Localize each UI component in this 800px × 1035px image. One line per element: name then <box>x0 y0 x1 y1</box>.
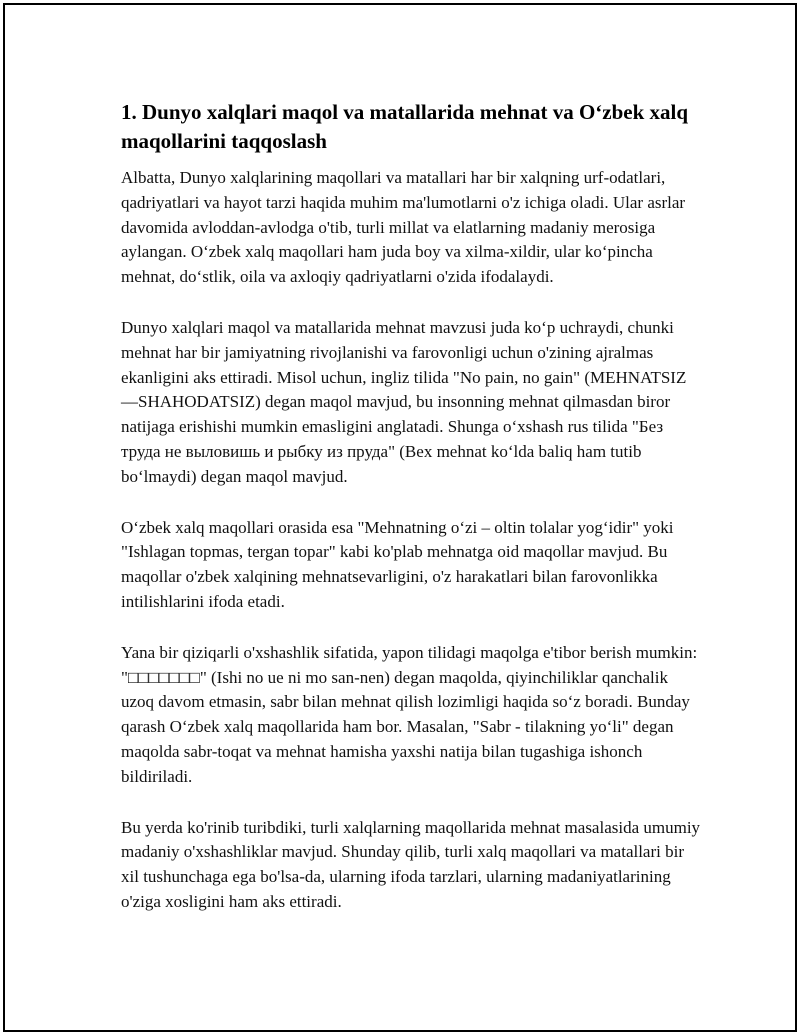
section-title: 1. Dunyo xalqlari maqol va matallarida mehnat va O‘zbek xalq maqollarini taqqoslash <box>121 100 689 153</box>
paragraph-conclusion: Bu yerda ko'rinib turibdiki, turli xalqlarning maqollarida mehnat masalasida umumiy madaniy o'xshashliklar mavjud. Shunday qilib, turli xalq maqollari va matallari bir xil tushunchaga ega bo'lsa-da, ularning ifoda tarzlari, ularning madaniyatlarining o'ziga xosligini ham aks ettiradi. <box>121 817 701 911</box>
paragraph-uzbek-proverbs: O‘zbek xalq maqollari orasida esa "Mehnatning o‘zi – oltin tolalar yog‘idir" yoki "Ishlagan topmas, tergan topar" kabi ko'plab mehnatga oid maqollar mavjud. Bu maqollar o'zbek xalqining mehnatsevarligini, o'z harakatlari bilan farovonlikka intilishlarini ifoda etadi. <box>121 517 674 611</box>
document-body <box>121 98 701 941</box>
paragraph-japanese-proverb: Yana bir qiziqarli o'xshashlik sifatida, yapon tilidagi maqolga e'tibor berish mumkin: "□□□□□□□" (Ishi no ue ni mo san-nen) degan maqolda, qiyinchiliklar qanchalik uzoq davom etmasin, sabr bilan mehnat qilish lozimligi haqida so‘z boradi. Bunday qarash O‘zbek xalq maqollarida ham bor. Masalan, "Sabr - tilakning yo‘li" degan maqolda sabr-toqat va mehnat hamisha yaxshi natija bilan tugashiga ishonch bildiriladi. <box>121 642 698 786</box>
page-frame <box>3 3 797 1032</box>
paragraph-world-proverbs: Dunyo xalqlari maqol va matallarida mehnat mavzusi juda ko‘p uchraydi, chunki mehnat har bir jamiyatning rivojlanishi va farovonligi uchun o'zining ajralmas ekanligini aks ettiradi. Misol uchun, ingliz tilida "No pain, no gain" (MEHNATSIZ—SHAHODATSIZ) degan maqol mavjud, bu insonning mehnat qilmasdan biror natijaga erishishi mumkin emasligini anglatadi. Shunga o‘xshash rus tilida "Без труда не выловишь и рыбку из пруда" (Bex mehnat ko‘lda baliq ham tutib bo‘lmaydi) degan maqol mavjud. <box>121 317 687 486</box>
paragraph-intro: Albatta, Dunyo xalqlarining maqollari va matallari har bir xalqning urf-odatlari, qadriyatlari va hayot tarzi haqida muhim ma'lumotlarni o'z ichiga oladi. Ular asrlar davomida avloddan-avlodga o'tib, turli millat va elatlarning madaniy merosiga aylangan. O‘zbek xalq maqollari ham juda boy va xilma-xildir, ular ko‘pincha mehnat, do‘stlik, oila va axloqiy qadriyatlarni o'zida ifodalaydi. <box>121 168 686 287</box>
